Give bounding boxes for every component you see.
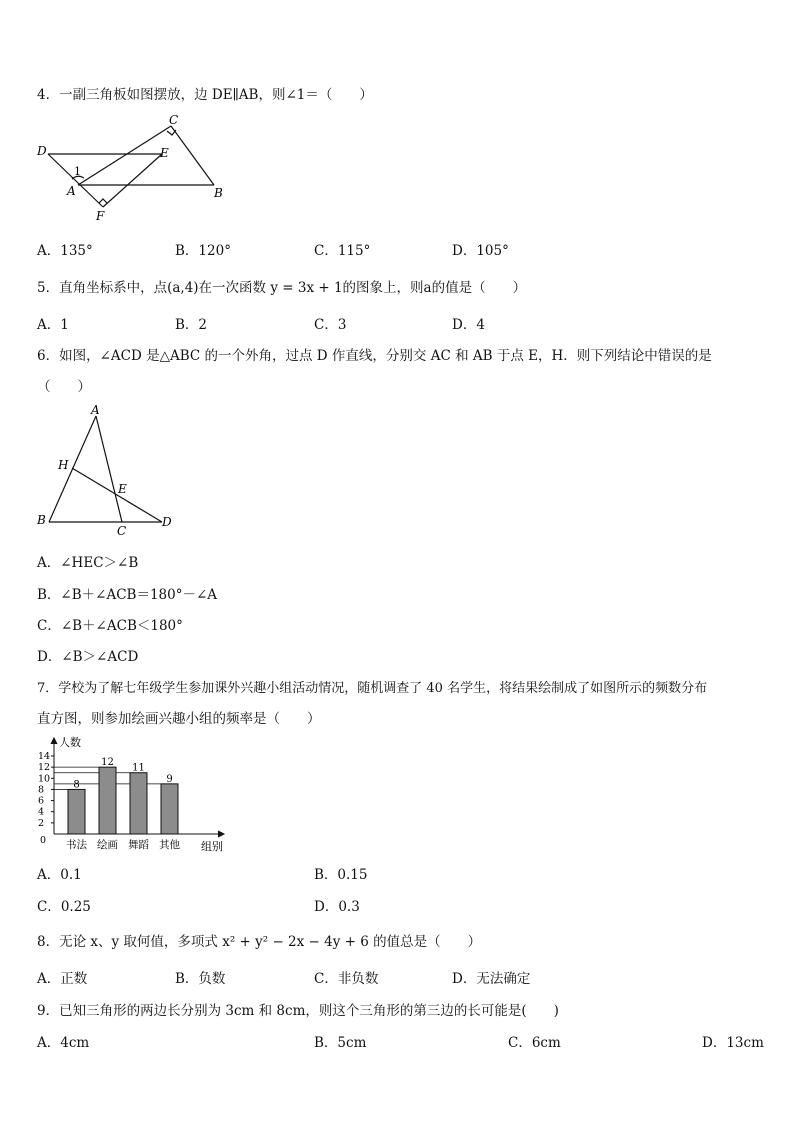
q7-option-d[interactable]: D．0.3 xyxy=(314,899,360,915)
q8-option-a[interactable]: A．正数 xyxy=(37,971,88,987)
q4-option-d[interactable]: D．105° xyxy=(452,243,509,259)
q8-option-d[interactable]: D．无法确定 xyxy=(452,971,531,987)
q6-stem-line1: 6．如图，∠ACD 是△ABC 的一个外角，过点 D 作直线，分别交 AC 和 AB 于点 E，H．则下列结论中错误的是 xyxy=(37,348,712,364)
q6-option-a[interactable]: A．∠HEC＞∠B xyxy=(37,555,139,571)
q6-option-d[interactable]: D．∠B＞∠ACD xyxy=(37,649,139,665)
q4-label-A: A xyxy=(67,184,76,198)
chart-ytick-label: 6 xyxy=(38,795,45,807)
chart-ylabel: 人数 xyxy=(59,736,81,749)
q7-option-c[interactable]: C．0.25 xyxy=(37,899,91,915)
chart-ytick-label: 10 xyxy=(38,773,51,785)
q6-option-c[interactable]: C．∠B＋∠ACB＜180° xyxy=(37,618,183,634)
chart-bar xyxy=(161,784,178,834)
q8-option-c[interactable]: C．非负数 xyxy=(314,971,379,987)
q7-option-b[interactable]: B．0.15 xyxy=(314,867,368,883)
q7-stem-line2: 直方图，则参加绘画兴趣小组的频率是（ ） xyxy=(37,711,321,727)
q4-label-D: D xyxy=(37,144,47,158)
chart-ytick-label: 12 xyxy=(38,762,51,774)
chart-data-label: 9 xyxy=(166,773,173,785)
chart-data-label: 8 xyxy=(73,779,80,791)
chart-ytick-label: 2 xyxy=(38,817,45,829)
chart-ytick-label: 8 xyxy=(38,784,45,796)
q5-option-a[interactable]: A．1 xyxy=(37,317,69,333)
q6-stem-line2: （ ） xyxy=(37,379,91,395)
q7-option-a[interactable]: A．0.1 xyxy=(37,867,82,883)
q9-option-c[interactable]: C．6cm xyxy=(508,1035,561,1051)
q7-stem-line1: 7．学校为了解七年级学生参加课外兴趣小组活动情况，随机调查了 40 名学生，将结果绘制成了如图所示的频数分布 xyxy=(37,681,708,696)
q9-option-d[interactable]: D．13cm xyxy=(702,1035,764,1051)
chart-bar xyxy=(68,789,85,834)
chart-bar xyxy=(130,773,147,834)
q9-stem: 9．已知三角形的两边长分别为 3cm 和 8cm，则这个三角形的第三边的长可能是( ) xyxy=(37,1003,559,1019)
q8-option-b[interactable]: B．负数 xyxy=(175,971,226,987)
chart-data-label: 12 xyxy=(101,757,114,769)
q6-label-C: C xyxy=(117,524,127,537)
q9-option-a[interactable]: A．4cm xyxy=(37,1035,90,1051)
q9-option-b[interactable]: B．5cm xyxy=(314,1035,367,1051)
q5-option-b[interactable]: B．2 xyxy=(175,317,208,333)
q5-stem: 5．直角坐标系中，点(a,4)在一次函数 y = 3x + 1的图象上，则a的值是（ ） xyxy=(37,280,527,296)
q4-label-F: F xyxy=(96,209,105,222)
q6-label-D: D xyxy=(162,515,172,529)
q8-stem: 8．无论 x、y 取何值，多项式 x² + y² − 2x − 4y + 6 的值总是（ ） xyxy=(37,934,482,950)
q6-option-b[interactable]: B．∠B＋∠ACB＝180°－∠A xyxy=(37,587,218,603)
q4-figure xyxy=(34,112,234,222)
chart-category-label: 其他 xyxy=(159,839,180,851)
chart-ytick-label: 0 xyxy=(40,835,47,846)
q7-histogram xyxy=(34,734,234,854)
q5-option-d[interactable]: D．4 xyxy=(452,317,485,333)
q5-option-c[interactable]: C．3 xyxy=(314,317,347,333)
q4-option-a[interactable]: A．135° xyxy=(37,243,93,259)
q6-label-H: H xyxy=(58,458,69,472)
q4-stem: 4．一副三角板如图摆放，边 DE∥AB，则∠1＝（ ） xyxy=(37,87,373,103)
q4-option-b[interactable]: B．120° xyxy=(175,243,231,259)
q4-label-C: C xyxy=(169,113,179,127)
q4-label-1: 1 xyxy=(74,165,81,178)
chart-xlabel: 组别 xyxy=(201,840,223,853)
q6-label-B: B xyxy=(37,513,46,527)
q6-label-A: A xyxy=(91,403,100,417)
chart-category-label: 书法 xyxy=(66,839,87,851)
chart-ytick-label: 4 xyxy=(38,806,45,818)
chart-category-label: 舞蹈 xyxy=(128,839,149,851)
chart-data-label: 11 xyxy=(132,762,145,774)
q6-figure xyxy=(34,402,184,537)
chart-category-label: 绘画 xyxy=(97,839,118,851)
q6-label-E: E xyxy=(118,482,127,496)
chart-ytick-label: 14 xyxy=(38,751,51,762)
q4-option-c[interactable]: C．115° xyxy=(314,243,371,259)
q4-label-B: B xyxy=(214,186,223,200)
q4-label-E: E xyxy=(160,146,169,160)
chart-bar xyxy=(99,767,116,834)
